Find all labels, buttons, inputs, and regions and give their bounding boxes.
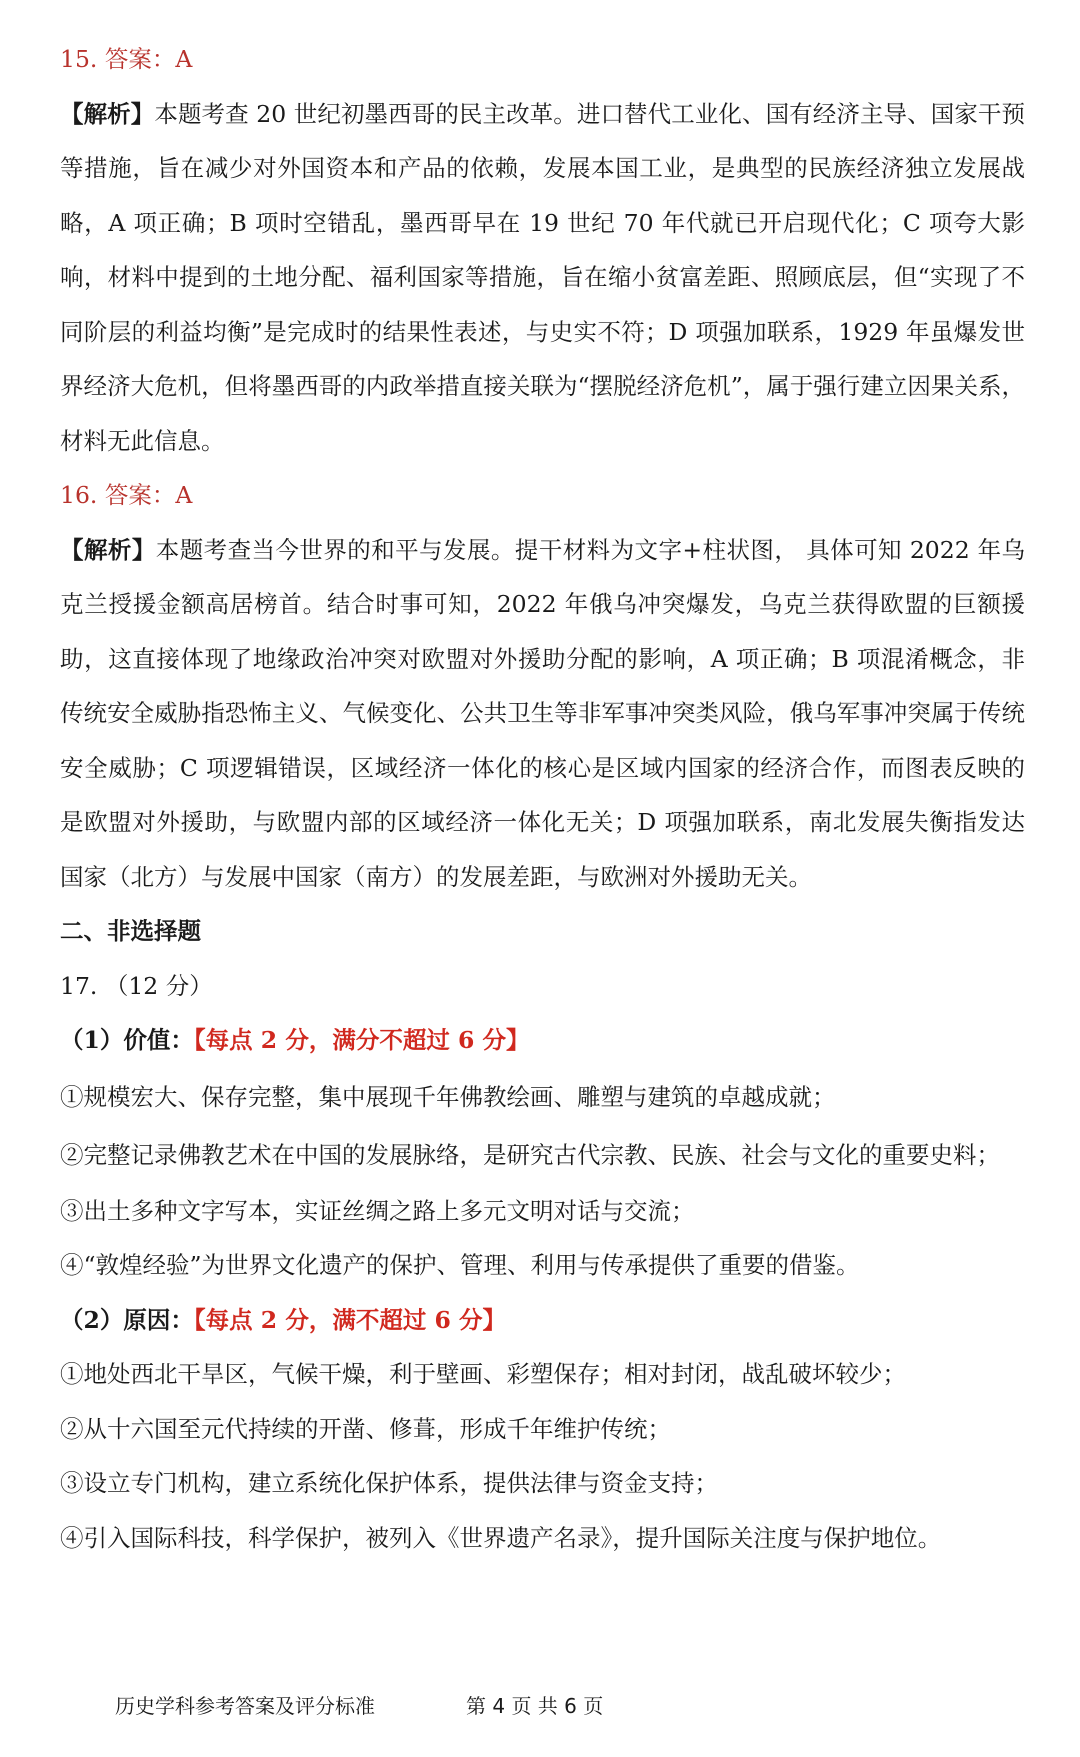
q17-part2-label: （2）原因：	[60, 1305, 194, 1334]
q17-header: 17. （12 分）	[60, 971, 213, 1000]
q17-part1-item: ②完整记录佛教艺术在中国的发展脉络，是研究古代宗教、民族、社会与文化的重要史料；	[60, 1140, 1000, 1169]
q17-part2-score-note: 【每点 2 分，满不超过 6 分】	[193, 1305, 507, 1334]
q16-analysis-text: 本题考查当今世界的和平与发展。提干材料为文字+柱状图， 具体可知 2022 年乌克兰授援金额高居榜首。结合时事可知，2022 年俄乌冲突爆发，乌克兰获得欧盟的巨额援助，这直接体现了地缘政治冲突对欧盟对外援助分配的影响，A 项正确；B 项混淆概念，非传统安全威胁指恐怖主义、气候变化、公共卫生等非军事冲突类风险，俄乌军事冲突属于传统安全威胁；C 项逻辑错误，区域经济一体化的核心是区域内国家的经济合作，而图表反映的是欧盟对外援助，与欧盟内部的区域经济一体化无关；D 项强加联系，南北发展失衡指发达国家（北方）与发展中国家（南方）的发展差距，与欧洲对外援助无关。	[60, 535, 1026, 891]
footer-subject: 历史学科参考答案及评分标准	[115, 1694, 375, 1718]
q17-part2-item: ③设立专门机构，建立系统化保护体系，提供法律与资金支持；	[60, 1469, 718, 1497]
q15-analysis	[60, 87, 1025, 469]
answer-content	[60, 32, 1025, 1565]
q17-part2-item: ①地处西北干旱区，气候干燥，利于壁画、彩塑保存；相对封闭，战乱破坏较少；	[60, 1360, 906, 1388]
q17-part1-heading	[60, 1013, 1025, 1068]
q17-part1-item: ③出土多种文字写本，实证丝绸之路上多元文明对话与交流；	[60, 1196, 695, 1225]
q17-part1-label: （1）价值：	[60, 1026, 194, 1054]
q15-analysis-label: 【解析】	[60, 99, 155, 128]
footer-page-number: 第 4 页 共 6 页	[466, 1694, 604, 1718]
q17-part2-item: ④引入国际科技，科学保护，被列入《世界遗产名录》，提升国际关注度与保护地位。	[60, 1523, 942, 1552]
q15-analysis-text: 本题考查 20 世纪初墨西哥的民主改革。进口替代工业化、国有经济主导、国家干预等措施，旨在减少对外国资本和产品的依赖，发展本国工业，是典型的民族经济独立发展战略，A 项正确；B 项时空错乱，墨西哥早在 19 世纪 70 年代就已开启现代化；C 项夸大影响，材料中提到的土地分配、福利国家等措施，旨在缩小贫富差距、照顾底层，但“实现了不同阶层的利益均衡”是完成时的结果性表述，与史实不符；D 项强加联系，1929 年虽爆发世界经济大危机，但将墨西哥的内政举措直接关联为“摆脱经济危机”，属于强行建立因果关系，材料无此信息。	[60, 99, 1026, 455]
page-footer	[0, 1690, 1080, 1720]
q17-part2-heading	[60, 1293, 1025, 1348]
q16-answer: 16. 答案：A	[60, 481, 193, 509]
q17-part1-item: ①规模宏大、保存完整，集中展现千年佛教绘画、雕塑与建筑的卓越成就；	[60, 1082, 836, 1111]
q17-part1-score-note: 【每点 2 分，满分不超过 6 分】	[193, 1026, 530, 1054]
q16-analysis-label: 【解析】	[60, 535, 156, 564]
q15-answer: 15. 答案：A	[60, 45, 193, 73]
q17-part1-item: ④“敦煌经验”为世界文化遗产的保护、管理、利用与传承提供了重要的借鉴。	[60, 1251, 860, 1279]
q17-part2-item: ②从十六国至元代持续的开凿、修葺，形成千年维护传统；	[60, 1414, 671, 1443]
section-title: 二、非选择题	[60, 917, 201, 945]
q16-analysis	[60, 523, 1025, 905]
